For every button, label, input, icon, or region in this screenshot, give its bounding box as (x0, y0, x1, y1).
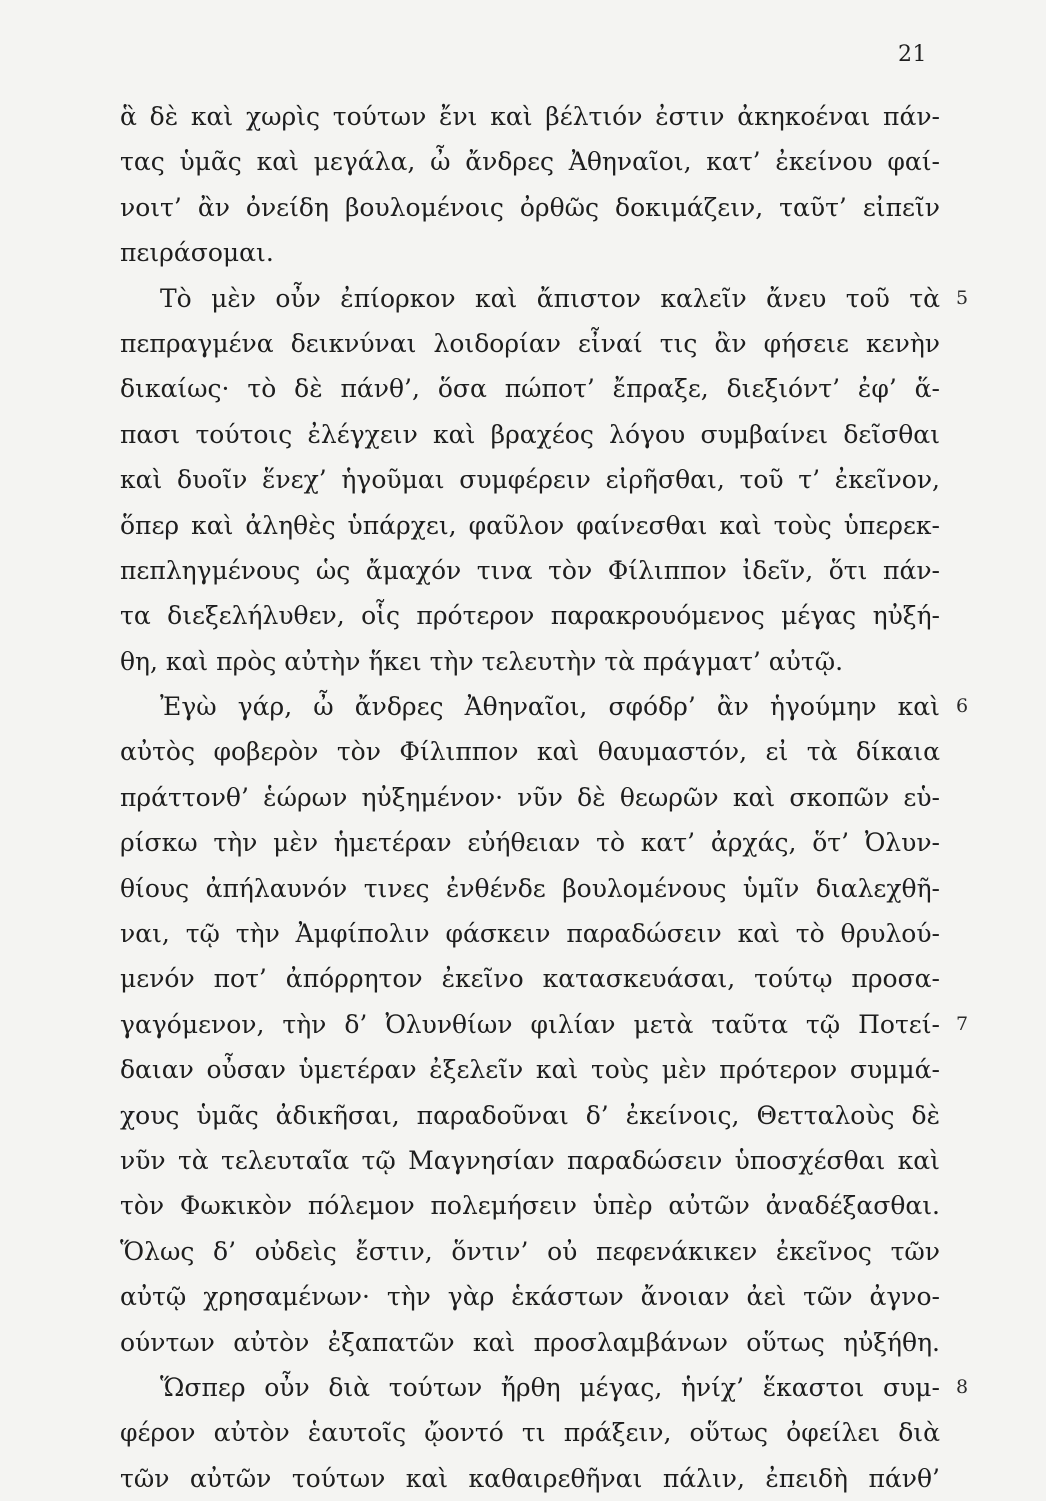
line-text: δικαίως· τὸ δὲ πάνθ’, ὅσα πώποτ’ ἔπραξε, διεξιόντ’ ἐφ’ ἅ- (120, 374, 940, 404)
line-text: πειράσομαι. (120, 238, 274, 268)
line-text: τὸν Φωκικὸν πόλεμον πολεμήσειν ὑπὲρ αὐτῶν ἀναδέξασθαι. (120, 1191, 940, 1221)
line-text: Ὅλως δ’ οὐδεὶς ἔστιν, ὅντιν’ οὐ πεφενάκικεν ἐκεῖνος τῶν (120, 1236, 940, 1266)
line-text: αὐτὸς φοβερὸν τὸν Φίλιππον καὶ θαυμαστόν, εἰ τὰ δίκαια (120, 737, 940, 767)
line-text: ναι, τῷ τὴν Ἀμφίπολιν φάσκειν παραδώσειν καὶ τὸ θρυλού- (120, 919, 940, 949)
text-line (120, 684, 969, 729)
text-line (120, 185, 940, 230)
page-number: 21 (898, 42, 927, 67)
text-line (120, 1274, 940, 1319)
line-text: ούντων αὐτὸν ἐξαπατῶν καὶ προσλαμβάνων οὕτως ηὐξήθη. (120, 1327, 940, 1357)
line-text: καὶ δυοῖν ἕνεχ’ ἡγοῦμαι συμφέρειν εἰρῆσθαι, τοῦ τ’ ἐκεῖνον, (120, 465, 940, 495)
line-text: θίους ἀπήλαυνόν τινες ἐνθένδε βουλομένους ὑμῖν διαλεχθῆ- (120, 873, 940, 903)
line-text: ρίσκω τὴν μὲν ἡμετέραν εὐήθειαν τὸ κατ’ ἀρχάς, ὅτ’ Ὀλυν- (120, 828, 940, 858)
text-line (120, 1002, 969, 1047)
line-text: μενόν ποτ’ ἀπόρρητον ἐκεῖνο κατασκευάσαι, τούτῳ προσα- (120, 964, 940, 994)
line-text: χους ὑμᾶς ἀδικῆσαι, παραδοῦναι δ’ ἐκείνοις, Θετταλοὺς δὲ (120, 1100, 940, 1130)
line-text: πασι τούτοις ἐλέγχειν καὶ βραχέος λόγου συμβαίνει δεῖσθαι (120, 419, 940, 449)
text-line (120, 820, 940, 865)
line-text: δαιαν οὖσαν ὑμετέραν ἐξελεῖν καὶ τοὺς μὲν πρότερον συμμά- (120, 1055, 940, 1085)
line-text: φέρον αὐτὸν ἑαυτοῖς ᾤοντό τι πράξειν, οὕτως ὀφείλει διὰ (120, 1418, 940, 1448)
text-line (120, 1138, 940, 1183)
text-line (120, 1410, 940, 1455)
line-text: τῶν αὐτῶν τούτων καὶ καθαιρεθῆναι πάλιν, ἐπειδὴ πάνθ’ (120, 1463, 940, 1493)
line-text: ἃ δὲ καὶ χωρὶς τούτων ἔνι καὶ βέλτιόν ἐστιν ἀκηκοέναι πάν- (120, 102, 940, 131)
text-block (120, 94, 970, 1501)
text-line (120, 866, 940, 911)
margin-section-number: 8 (956, 1375, 969, 1398)
text-line (120, 1229, 940, 1274)
text-line (120, 639, 940, 684)
text-line (120, 366, 940, 411)
text-line (120, 230, 940, 275)
text-line (120, 911, 940, 956)
line-text: Ἐγὼ γάρ, ὦ ἄνδρες Ἀθηναῖοι, σφόδρ’ ἂν ἡγούμην καὶ (160, 692, 940, 722)
line-text: πεπραγμένα δεικνύναι λοιδορίαν εἶναί τις ἂν φήσειε κενὴν (120, 328, 940, 358)
line-text: θη, καὶ πρὸς αὐτὴν ἥκει τὴν τελευτὴν τὰ πράγματ’ αὐτῷ. (120, 646, 844, 676)
text-line (120, 1093, 940, 1138)
text-line (120, 729, 940, 774)
line-text: νοιτ’ ἂν ὀνείδη βουλομένοις ὀρθῶς δοκιμάζειν, ταῦτ’ εἰπεῖν (120, 192, 940, 222)
line-text: Ὥσπερ οὖν διὰ τούτων ἤρθη μέγας, ἡνίχ’ ἕκαστοι συμ- (160, 1372, 940, 1402)
line-text: πράττονθ’ ἑώρων ηὐξημένον· νῦν δὲ θεωρῶν καὶ σκοπῶν εὑ- (120, 782, 940, 812)
line-text: Τὸ μὲν οὖν ἐπίορκον καὶ ἄπιστον καλεῖν ἄνευ τοῦ τὰ (160, 283, 940, 313)
text-line (120, 956, 940, 1001)
text-line (120, 321, 940, 366)
text-line (120, 1456, 940, 1501)
text-line (120, 1320, 940, 1365)
text-line (120, 139, 940, 184)
text-line (120, 457, 940, 502)
line-text: ὅπερ καὶ ἀληθὲς ὑπάρχει, φαῦλον φαίνεσθαι καὶ τοὺς ὑπερεκ- (120, 510, 940, 540)
text-line (120, 412, 940, 457)
margin-section-number: 5 (956, 286, 969, 309)
margin-section-number: 6 (956, 695, 969, 718)
line-text: τα διεξελήλυθεν, οἷς πρότερον παρακρουόμενος μέγας ηὐξή- (120, 601, 940, 631)
text-line (120, 1365, 969, 1410)
text-line (120, 1183, 940, 1228)
text-line (120, 548, 940, 593)
text-line (120, 593, 940, 638)
line-text: πεπληγμένους ὡς ἄμαχόν τινα τὸν Φίλιππον ἰδεῖν, ὅτι πάν- (120, 555, 940, 585)
text-line (120, 775, 940, 820)
line-text: τας ὑμᾶς καὶ μεγάλα, ὦ ἄνδρες Ἀθηναῖοι, κατ’ ἐκείνου φαί- (120, 147, 940, 177)
text-line (120, 276, 969, 321)
text-line (120, 1047, 940, 1092)
line-text: αὐτῷ χρησαμένων· τὴν γὰρ ἑκάστων ἄνοιαν ἀεὶ τῶν ἀγνο- (120, 1282, 940, 1312)
text-line (120, 503, 940, 548)
line-text: γαγόμενον, τὴν δ’ Ὀλυνθίων φιλίαν μετὰ ταῦτα τῷ Ποτεί- (120, 1009, 940, 1039)
line-text: νῦν τὰ τελευταῖα τῷ Μαγνησίαν παραδώσειν ὑποσχέσθαι καὶ (120, 1145, 940, 1175)
text-line (120, 94, 940, 139)
margin-section-number: 7 (956, 1012, 969, 1035)
